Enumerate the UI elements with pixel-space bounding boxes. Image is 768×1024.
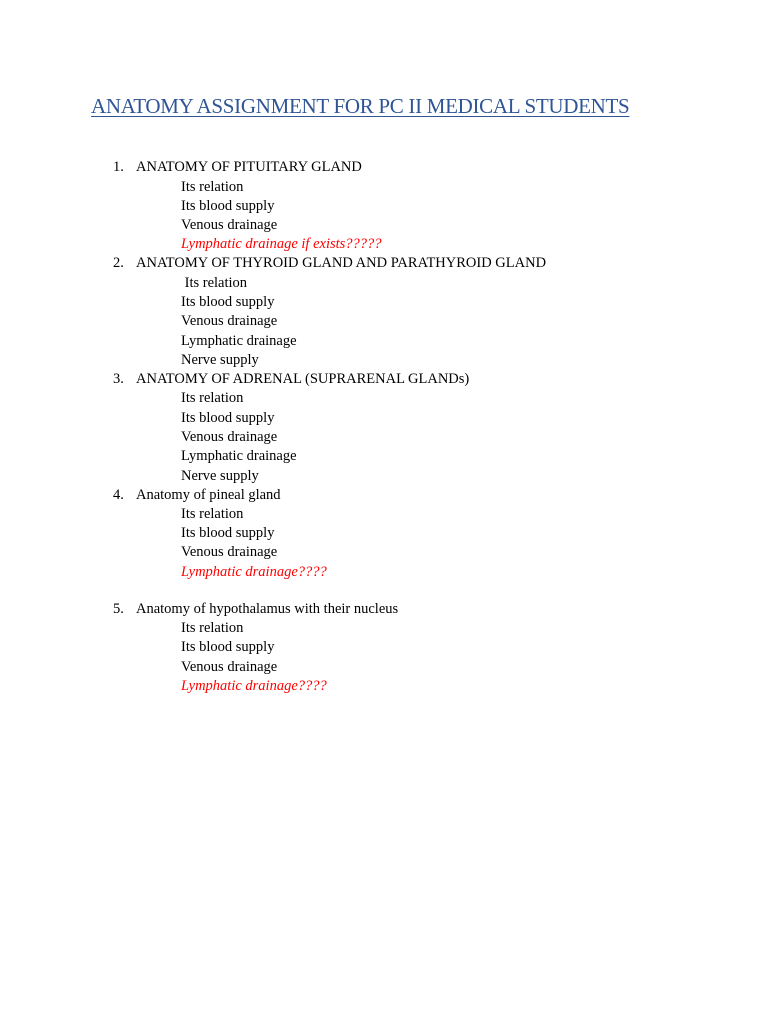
- list-item: Venous drainage: [181, 217, 278, 233]
- list-item: Its relation: [181, 275, 248, 291]
- list-item: Its blood supply: [181, 639, 275, 655]
- list-item: Venous drainage: [181, 313, 278, 329]
- section-heading: ANATOMY OF ADRENAL (SUPRARENAL GLANDs): [136, 371, 470, 387]
- list-item: Its blood supply: [181, 525, 275, 541]
- list-item: Nerve supply: [181, 352, 259, 368]
- section-heading: ANATOMY OF THYROID GLAND AND PARATHYROID GLAND: [136, 255, 547, 271]
- section-number: 5.: [113, 601, 124, 617]
- list-item: Lymphatic drainage: [181, 448, 297, 464]
- list-item: Its relation: [181, 390, 244, 406]
- list-item: Its blood supply: [181, 294, 275, 310]
- list-item-highlighted: Lymphatic drainage????: [181, 678, 327, 694]
- list-item-highlighted: Lymphatic drainage????: [181, 564, 327, 580]
- section-number: 1.: [113, 159, 124, 175]
- section-number: 4.: [113, 487, 124, 503]
- section-number: 3.: [113, 371, 124, 387]
- section-number: 2.: [113, 255, 124, 271]
- list-item: Venous drainage: [181, 429, 278, 445]
- section-heading: Anatomy of hypothalamus with their nucleus: [136, 601, 399, 617]
- list-item: Its relation: [181, 620, 244, 636]
- page-title: ANATOMY ASSIGNMENT FOR PC II MEDICAL STUDENTS: [91, 94, 630, 118]
- list-item: Lymphatic drainage: [181, 333, 297, 349]
- section-heading: ANATOMY OF PITUITARY GLAND: [136, 159, 362, 175]
- section-heading: Anatomy of pineal gland: [136, 487, 281, 503]
- list-item: Nerve supply: [181, 468, 259, 484]
- list-item: Venous drainage: [181, 544, 278, 560]
- list-item: Its blood supply: [181, 410, 275, 426]
- list-item-highlighted: Lymphatic drainage if exists?????: [181, 236, 382, 252]
- list-item: Venous drainage: [181, 659, 278, 675]
- list-item: Its relation: [181, 179, 244, 195]
- list-item: Its relation: [181, 506, 244, 522]
- list-item: Its blood supply: [181, 198, 275, 214]
